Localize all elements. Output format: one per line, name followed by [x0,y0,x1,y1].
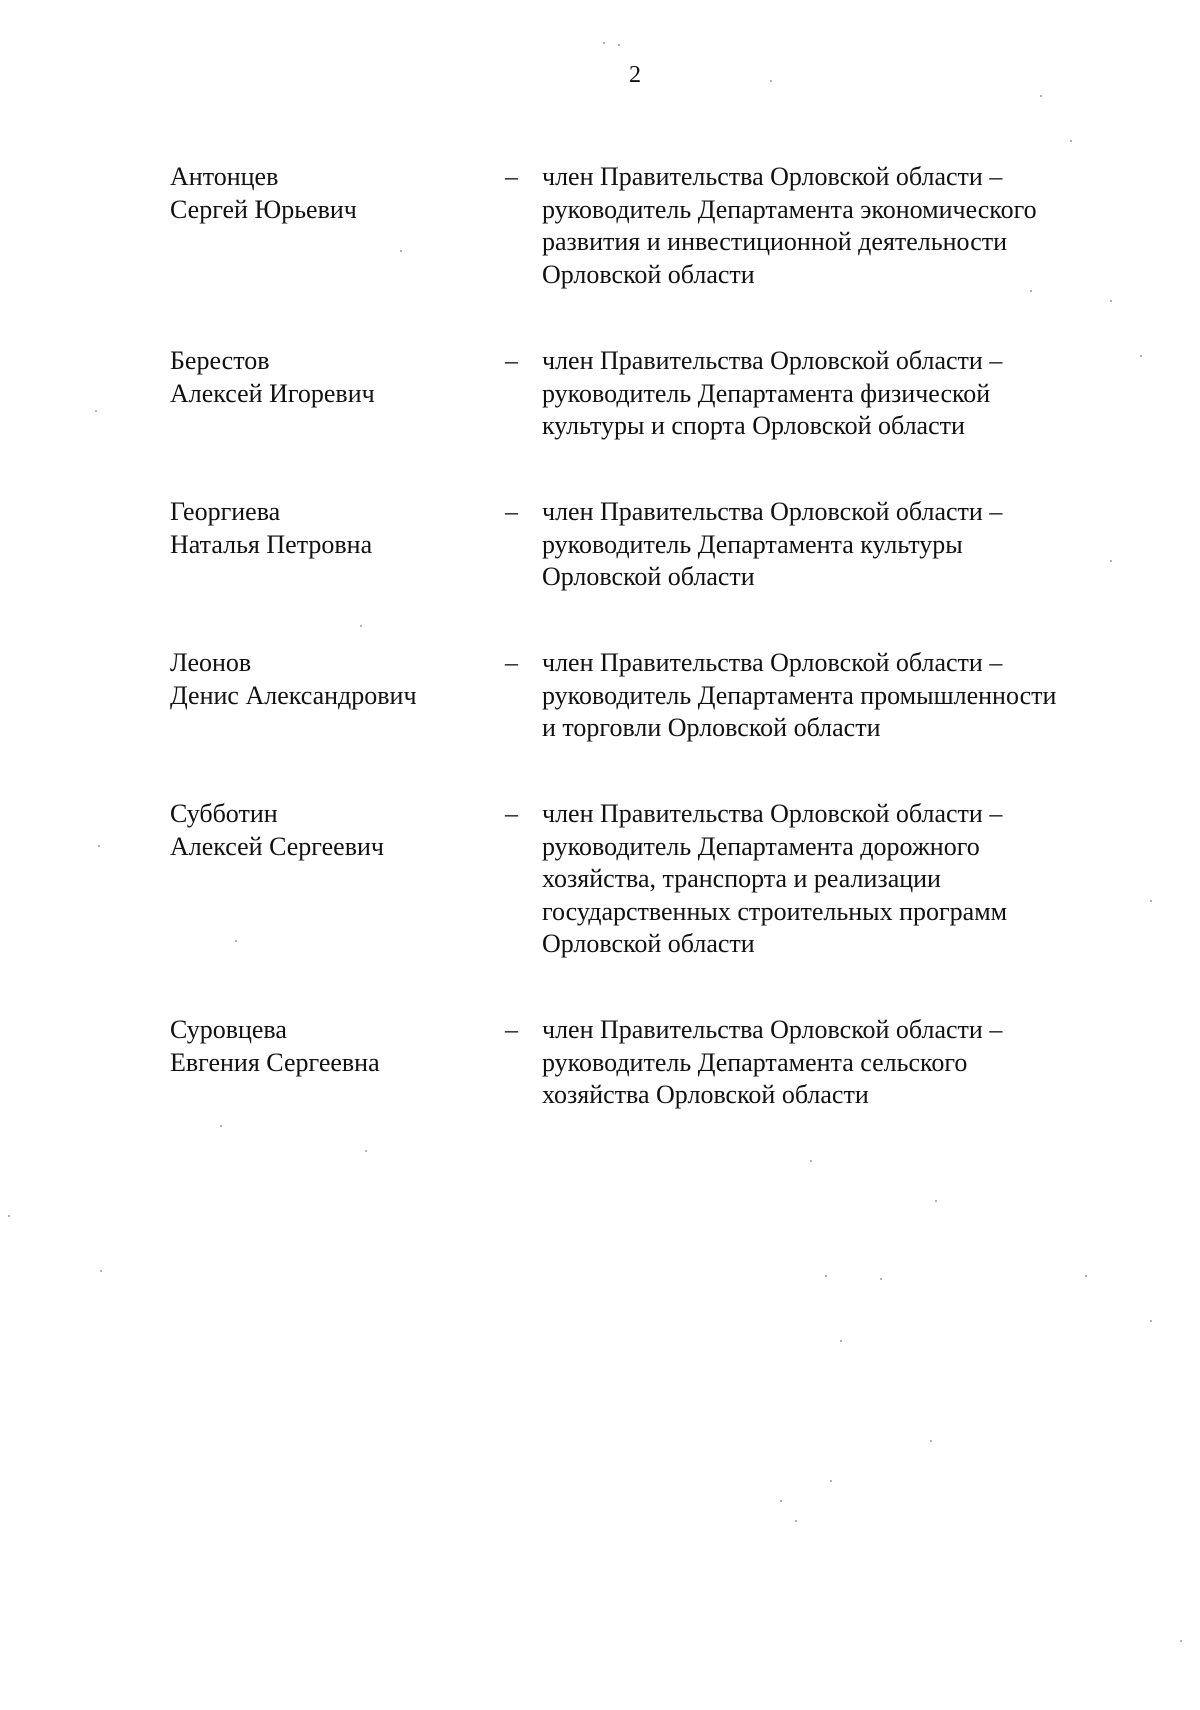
scan-speck [830,1480,832,1482]
scan-speck [1030,290,1032,292]
scan-speck [825,1275,827,1277]
scan-speck [1150,900,1152,902]
member-given-names: Денис Александрович [170,680,417,710]
scan-speck [1150,1320,1152,1322]
scan-speck [840,1340,842,1342]
dash-separator: – [505,799,518,828]
member-given-names: Алексей Игоревич [170,378,375,408]
scan-speck [100,1270,102,1272]
dash-separator: – [505,162,518,191]
member-given-names: Евгения Сергеевна [170,1047,380,1077]
scan-speck [795,1520,797,1522]
scan-speck [1110,300,1112,302]
position-line: руководитель Департамента культуры [542,529,963,559]
scan-speck [1040,95,1042,97]
member-given-names: Сергей Юрьевич [170,194,357,224]
page-number: 2 [629,62,641,88]
member-name [170,1014,490,1079]
dash-separator: – [505,346,518,375]
member-surname: Антонцев [170,162,279,191]
scan-speck [770,80,772,82]
scan-speck [1140,355,1142,357]
member-given-names: Алексей Сергеевич [170,831,384,861]
scan-speck [618,44,620,46]
member-surname: Георгиева [170,497,281,526]
member-given-names: Наталья Петровна [170,529,373,559]
scan-speck [810,1160,812,1162]
scan-speck [1110,560,1112,562]
member-name [170,647,490,712]
scan-speck [603,42,605,44]
scan-speck [220,1125,222,1127]
position-line: член Правительства Орловской области – [542,497,1003,526]
position-line: руководитель Департамента сельского [542,1047,968,1077]
member-position [542,161,1132,291]
member-name [170,798,490,863]
scan-speck [930,1440,932,1442]
position-line: Орловской области [542,562,755,591]
position-line: член Правительства Орловской области – [542,346,1003,375]
position-line: член Правительства Орловской области – [542,799,1003,828]
member-position [542,1014,1132,1112]
member-surname: Берестов [170,346,270,375]
position-line: руководитель Департамента экономического [542,194,1037,224]
position-line: член Правительства Орловской области – [542,648,1003,677]
member-position [542,496,1132,594]
position-line: руководитель Департамента промышленности [542,680,1057,710]
scan-speck [95,410,97,412]
dash-separator: – [505,1015,518,1044]
position-line: развития и инвестиционной деятельности [542,227,1008,256]
member-name [170,161,490,226]
position-line: хозяйства, транспорта и реализации [542,864,941,893]
member-position [542,345,1132,443]
member-surname: Суровцева [170,1015,287,1044]
position-line: хозяйства Орловской области [542,1080,869,1109]
member-name [170,496,490,561]
scan-speck [400,250,402,252]
scan-speck [1180,1640,1182,1642]
position-line: руководитель Департамента дорожного [542,831,980,861]
scan-speck [1085,1275,1087,1277]
member-name [170,345,490,410]
position-line: член Правительства Орловской области – [542,1015,1003,1044]
position-line: Орловской области [542,259,755,289]
position-line: член Правительства Орловской области – [542,162,1003,191]
scan-speck [360,625,362,627]
member-position [542,798,1132,961]
member-position [542,647,1132,745]
member-surname: Субботин [170,799,278,828]
scan-speck [98,845,100,847]
position-line: и торговли Орловской области [542,713,881,742]
scan-speck [365,1150,367,1152]
member-surname: Леонов [170,648,252,677]
position-line: культуры и спорта Орловской области [542,411,965,440]
scan-speck [780,1500,782,1502]
scan-speck [880,1278,882,1280]
position-line: государственных строительных программ [542,896,1008,926]
dash-separator: – [505,648,518,677]
dash-separator: – [505,497,518,526]
scan-speck [1070,140,1072,142]
scan-speck [235,940,237,942]
position-line: Орловской области [542,929,755,958]
scan-speck [8,1215,10,1217]
scan-speck [935,1200,937,1202]
position-line: руководитель Департамента физической [542,378,991,408]
